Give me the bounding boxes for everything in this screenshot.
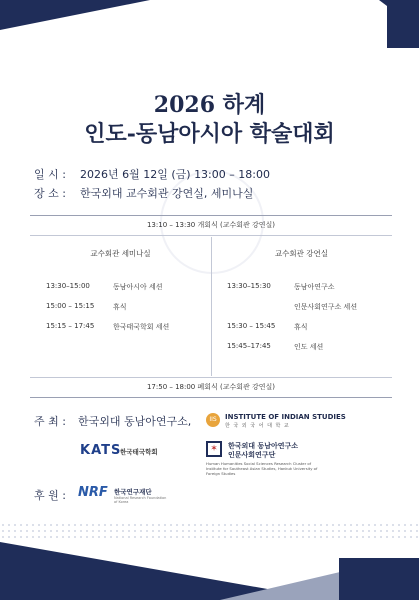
hk-logo xyxy=(206,441,396,481)
title-line-2: 인도-동남아시아 학술대회 xyxy=(84,121,335,147)
iis-subtitle: 한 국 외 국 어 대 학 교 xyxy=(225,423,290,429)
bottom-light-triangle xyxy=(220,572,340,600)
right-item-time: 15:45–17:45 xyxy=(227,342,271,350)
kats-name: 한국태국학회 xyxy=(120,448,158,456)
venue-line xyxy=(34,185,253,201)
opening-ceremony: 13:10 – 13:30 개회식 (교수회관 강연실) xyxy=(30,216,392,236)
iis-name: INSTITUTE OF INDIAN STUDIES xyxy=(225,413,346,421)
venue-value: 한국외대 교수회관 강연실, 세미나실 xyxy=(80,187,254,200)
iis-emblem-icon: IIS xyxy=(206,413,220,427)
hk-emblem-icon: ✶ xyxy=(206,441,222,457)
nrf-name: 한국연구재단 xyxy=(114,488,152,496)
left-item-desc: 한국태국학회 세션 xyxy=(113,323,170,331)
date-line xyxy=(34,166,270,182)
kats-logo xyxy=(80,443,160,461)
dot-pattern xyxy=(0,522,419,542)
kats-wordmark: KATS xyxy=(80,443,122,458)
host-text: 한국외대 동남아연구소, xyxy=(78,415,192,428)
left-item-time: 15:15 – 17:45 xyxy=(46,322,95,330)
iis-logo xyxy=(206,412,376,430)
right-item-desc: 동남아연구소 xyxy=(294,283,335,291)
left-item-desc: 동남아시아 세션 xyxy=(113,283,163,291)
hk-name-line-1: 한국외대 동남아연구소 xyxy=(228,442,299,450)
left-item-desc: 휴식 xyxy=(113,303,127,311)
right-item-desc: 휴식 xyxy=(294,323,308,331)
nrf-english-name: National Research Foundation of Korea xyxy=(114,496,167,504)
hk-name-line-2: 인문사회연구단 xyxy=(228,451,276,459)
nrf-wordmark: NRF xyxy=(78,485,108,500)
nrf-logo xyxy=(78,485,168,503)
left-item-time: 15:00 – 15:15 xyxy=(46,302,95,310)
host-line xyxy=(34,413,191,429)
sponsor-label: 후 원 : xyxy=(34,489,66,502)
closing-ceremony: 17:50 – 18:00 폐회식 (교수회관 강연실) xyxy=(30,377,392,397)
right-column-title: 교수회관 강연실 xyxy=(274,249,329,258)
host-label: 주 최 : xyxy=(34,415,66,428)
venue-label: 장 소 : xyxy=(34,187,66,200)
top-left-decoration xyxy=(0,0,150,30)
sponsor-line xyxy=(34,487,78,503)
bottom-right-block xyxy=(339,558,419,600)
top-right-block xyxy=(387,0,419,48)
date-value: 2026년 6월 12일 (금) 13:00 – 18:00 xyxy=(80,168,270,181)
left-column-title: 교수회관 세미나실 xyxy=(90,249,151,258)
left-item-time: 13:30–15:00 xyxy=(46,282,90,290)
right-item-desc: 인문사회연구소 세션 xyxy=(294,303,358,311)
date-label: 일 시 : xyxy=(34,168,66,181)
title-line-1: 2026 하계 xyxy=(153,92,266,118)
hk-english-name: Human Humanities Social Sciences Research Cluster of Institute for Southeast Asian Studies, Hankuk University of Foreign Studies xyxy=(206,461,318,476)
schedule-table xyxy=(30,215,392,398)
bottom-decoration xyxy=(0,542,419,600)
right-item-desc: 인도 세션 xyxy=(294,343,324,351)
right-item-time: 13:30–15:30 xyxy=(227,282,271,290)
right-item-time: 15:30 – 15:45 xyxy=(227,322,276,330)
